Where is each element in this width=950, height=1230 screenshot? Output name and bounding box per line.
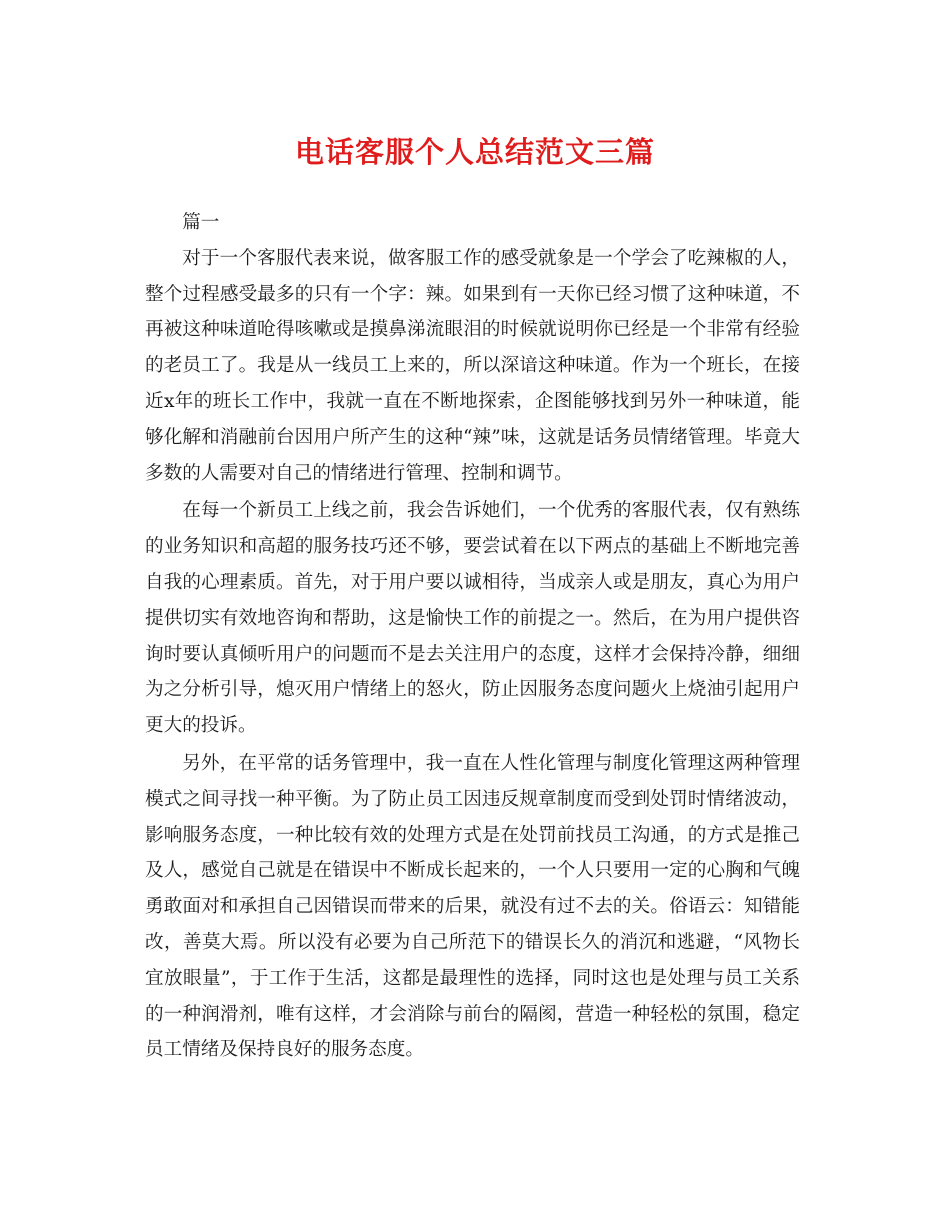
paragraph-2: 在每一个新员工上线之前，我会告诉她们，一个优秀的客服代表，仅有熟练的业务知识和高超的服务技巧还不够，要尝试着在以下两点的基础上不断地完善自我的心理素质。首先，对于用户要以诚相待，当成亲人或是朋友，真心为用户提供切实有效地咨询和帮助，这是愉快工作的前提之一。然后，在为用户提供咨询时要认真倾听用户的问题而不是去关注用户的态度，这样才会保持冷静，细细为之分析引导，熄灭用户情绪上的怒火，防止因服务态度问题火上烧油引起用户更大的投诉。 xyxy=(145,500,800,737)
document-title: 电话客服个人总结范文三篇 xyxy=(294,135,655,169)
paragraph-1: 对于一个客服代表来说，做客服工作的感受就象是一个学会了吃辣椒的人，整个过程感受最多的只有一个字：辣。如果到有一天你已经习惯了这种味道，不再被这种味道呛得咳嗽或是摸鼻涕流眼泪的时候就说明你已经是一个非常有经验的老员工了。我是从一线员工上来的，所以深谙这种味道。作为一个班长，在接近x年的班长工作中，我就一直在不断地探索，企图能够找到另外一种味道，能够化解和消融前台因用户所产生的这种“辣”味，这就是话务员情绪管理。毕竟大多数的人需要对自己的情绪进行管理、控制和调节。 xyxy=(145,247,800,484)
section-heading: 篇一 xyxy=(182,212,220,233)
document-body xyxy=(145,205,800,1068)
paragraph-3: 另外，在平常的话务管理中，我一直在人性化管理与制度化管理这两种管理模式之间寻找一种平衡。为了防止员工因违反规章制度而受到处罚时情绪波动，影响服务态度，一种比较有效的处理方式是在处罚前找员工沟通，的方式是推己及人，感觉自己就是在错误中不断成长起来的，一个人只要用一定的心胸和气魄勇敢面对和承担自己因错误而带来的后果，就没有过不去的关。俗语云：知错能改，善莫大焉。所以没有必要为自己所范下的错误长久的消沉和逃避，“风物长宜放眼量”，于工作于生活，这都是最理性的选择，同时这也是处理与员工关系的一种润滑剂，唯有这样，才会消除与前台的隔阂，营造一种轻松的氛围，稳定员工情绪及保持良好的服务态度。 xyxy=(145,752,800,1061)
